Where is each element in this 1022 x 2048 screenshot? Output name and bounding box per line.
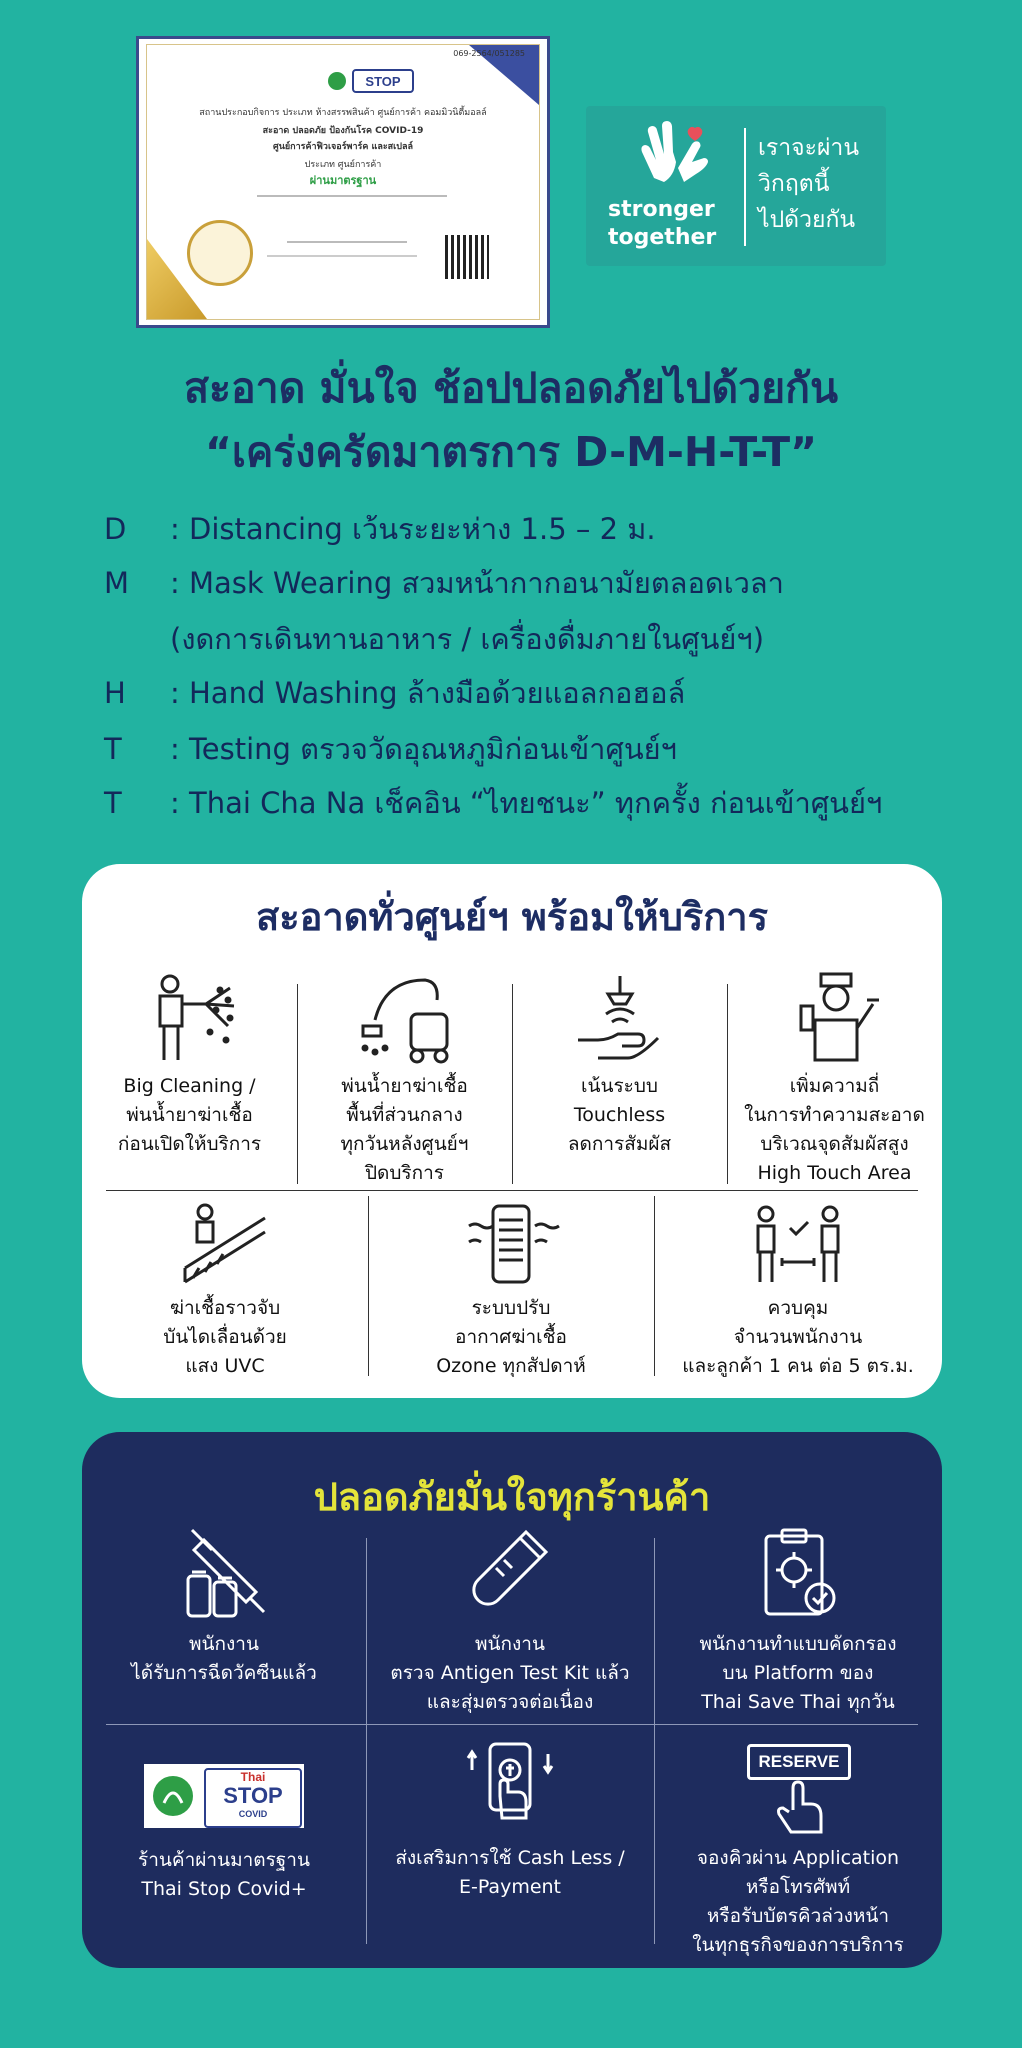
reserve-icon: [743, 1740, 853, 1836]
vaccine-icon: [174, 1526, 274, 1622]
stronger-thai-slogan: [758, 130, 859, 238]
logo-stop-text: STOP: [223, 1783, 283, 1808]
rule-mask-note: [104, 612, 964, 666]
rule-key: T: [104, 786, 122, 820]
clean-services-card: [82, 864, 942, 1398]
test-tube-icon: [460, 1526, 560, 1622]
air-purifier-icon: [461, 1202, 561, 1288]
certificate-paper: [146, 44, 540, 320]
item-line: ก่อนเปิดให้บริการ: [117, 1133, 262, 1155]
cashless-phone-icon: [460, 1740, 560, 1836]
certificate-code: 069-2564/051285: [453, 49, 525, 58]
safe-item-cashless: [366, 1740, 654, 1902]
together-word: together: [608, 225, 717, 250]
slogan-line: ไปด้วยกัน: [758, 207, 856, 233]
certificate-signature-line: [287, 241, 407, 243]
rule-hand-washing: [104, 666, 964, 720]
item-line: E-Payment: [458, 1876, 562, 1898]
rule-text: : Mask Wearing สวมหน้ากากอนามัยตลอดเวลา: [170, 566, 784, 600]
headline-line-1: สะอาด มั่นใจ ช้อปปลอดภัยไปด้วยกัน: [183, 364, 839, 412]
item-line: ได้รับการฉีดวัคซีนแล้ว: [131, 1662, 317, 1684]
clean-item-ozone: [368, 1202, 654, 1381]
certificate-text-placeholder: [267, 255, 417, 257]
safe-card-title: ปลอดภัยมั่นใจทุกร้านค้า: [313, 1475, 711, 1519]
certificate-text-placeholder: [257, 195, 447, 197]
stronger-word: stronger: [608, 197, 715, 222]
stronger-together-banner: [586, 106, 886, 266]
clean-item-capacity: [654, 1202, 942, 1381]
slogan-line: วิกฤตนี้: [758, 171, 830, 197]
item-line: ตรวจ Antigen Test Kit แล้ว: [390, 1662, 630, 1684]
touchless-hand-icon: [570, 970, 670, 1066]
item-line: หรือโทรศัพท์: [745, 1876, 851, 1898]
stop-covid-badge: [204, 1768, 302, 1828]
item-line: จองคิวผ่าน Application: [696, 1847, 900, 1869]
distance-people-icon: [748, 1202, 848, 1288]
item-line: บน Platform ของ: [722, 1662, 874, 1684]
safe-item-screening: [654, 1526, 942, 1717]
spray-worker-icon: [140, 970, 240, 1066]
safe-item-thai-stop-covid: [82, 1752, 366, 1904]
qr-code-icon: [445, 235, 489, 279]
safe-item-reserve: [654, 1740, 942, 1960]
item-line: พื้นที่ส่วนกลาง: [346, 1104, 463, 1126]
safe-stores-card: [82, 1432, 942, 1968]
clipboard-check-icon: [748, 1526, 848, 1622]
rule-distancing: [104, 502, 964, 556]
certificate-line: ประเภท ศูนย์การค้า: [304, 160, 382, 170]
certificate-line: สถานประกอบกิจการ ประเภท ห้างสรรพสินค้า ศูนย์การค้า คอมมิวนิตี้มอลล์: [199, 108, 487, 118]
rule-key: D: [104, 512, 127, 546]
rule-key: H: [104, 676, 126, 710]
clean-item-big-cleaning: [82, 970, 297, 1159]
item-line: ลดการสัมผัส: [567, 1133, 672, 1155]
stronger-together-wordmark: [608, 196, 716, 252]
rule-text: (งดการเดินทานอาหาร / เครื่องดื่มภายในศูนย์ฯ): [170, 622, 765, 656]
certificate-image: [136, 36, 550, 328]
rule-text: : Thai Cha Na เช็คอิน “ไทยชนะ” ทุกครั้ง ก่อนเข้าศูนย์ฯ: [170, 786, 883, 820]
item-line: Big Cleaning /: [123, 1075, 256, 1097]
certificate-line: สะอาด ปลอดภัย ป้องกันโรค COVID-19: [262, 126, 424, 136]
safe-item-antigen: [366, 1526, 654, 1717]
grid-divider: [106, 1190, 918, 1191]
item-line: ทุกวันหลังศูนย์ฯ: [340, 1133, 469, 1155]
item-line: พนักงาน: [189, 1633, 259, 1655]
item-line: ส่งเสริมการใช้ Cash Less /: [395, 1847, 625, 1869]
item-line: พ่นน้ำยาฆ่าเชื้อ: [126, 1104, 253, 1126]
certificate-seal: [187, 220, 253, 286]
item-line: Touchless: [573, 1104, 666, 1126]
rule-mask: [104, 556, 964, 610]
item-line: บันไดเลื่อนด้วย: [163, 1326, 287, 1348]
rule-text: : Testing ตรวจวัดอุณหภูมิก่อนเข้าศูนย์ฯ: [170, 732, 677, 766]
banner-divider: [744, 128, 746, 246]
item-line: Thai Stop Covid+: [141, 1878, 307, 1900]
reserve-button-label: RESERVE: [747, 1744, 851, 1780]
hands-heart-icon: [634, 118, 710, 190]
item-line: ในทุกธุรกิจของการบริการ: [692, 1934, 904, 1956]
item-line: ระบบปรับ: [471, 1297, 551, 1319]
item-line: High Touch Area: [757, 1162, 912, 1184]
item-line: Thai Save Thai ทุกวัน: [701, 1691, 895, 1713]
rule-key: M: [104, 566, 130, 600]
thai-stop-covid-logo: [144, 1764, 304, 1828]
item-line: เพิ่มความถี่: [789, 1075, 880, 1097]
item-line: แสง UVC: [185, 1355, 265, 1377]
item-line: ร้านค้าผ่านมาตรฐาน: [138, 1849, 310, 1871]
item-line: ควบคุม: [767, 1297, 829, 1319]
slogan-line: เราจะผ่าน: [758, 135, 860, 161]
rule-thai-chana: [104, 776, 964, 830]
clean-item-touchless: [512, 970, 727, 1159]
safe-item-vaccinated: [82, 1526, 366, 1688]
item-line: เน้นระบบ: [580, 1075, 658, 1097]
clean-item-high-touch: [727, 970, 942, 1188]
item-line: จำนวนพนักงาน: [733, 1326, 863, 1348]
vacuum-icon: [355, 970, 455, 1066]
item-line: พ่นน้ำยาฆ่าเชื้อ: [341, 1075, 468, 1097]
item-line: Ozone ทุกสัปดาห์: [436, 1355, 586, 1377]
rule-text: : Distancing เว้นระยะห่าง 1.5 – 2 ม.: [170, 512, 656, 546]
item-line: หรือรับบัตรคิวล่วงหน้า: [706, 1905, 890, 1927]
item-line: และสุ่มตรวจต่อเนื่อง: [426, 1691, 594, 1713]
item-line: อากาศฆ่าเชื้อ: [455, 1326, 567, 1348]
item-line: ในการทำความสะอาด: [744, 1104, 925, 1126]
thai-stop-covid-small-logo: [327, 67, 417, 95]
logo-covid-text: COVID: [238, 1809, 268, 1819]
item-line: และลูกค้า 1 คน ต่อ 5 ตร.ม.: [682, 1355, 914, 1377]
rule-key: T: [104, 732, 122, 766]
certificate-line: ศูนย์การค้าฟิวเจอร์พาร์ค และสเปลล์: [272, 142, 413, 152]
headline-line-2: “เคร่งครัดมาตรการ D-M-H-T-T”: [204, 428, 818, 476]
logo-thai-text: Thai: [240, 1770, 266, 1784]
item-line: ฆ่าเชื้อราวจับ: [169, 1297, 281, 1319]
cleaner-icon: [785, 970, 885, 1066]
clean-item-floor-spray: [297, 970, 512, 1188]
svg-text:STOP: STOP: [365, 74, 401, 89]
escalator-icon: [175, 1202, 275, 1288]
rule-text: : Hand Washing ล้างมือด้วยแอลกอฮอล์: [170, 676, 686, 710]
clean-item-escalator: [82, 1202, 368, 1381]
certificate-line: ผ่านมาตรฐาน: [309, 174, 377, 187]
item-line: พนักงานทำแบบคัดกรอง: [699, 1633, 897, 1655]
item-line: พนักงาน: [475, 1633, 545, 1655]
item-line: ปิดบริการ: [364, 1162, 445, 1184]
item-line: บริเวณจุดสัมผัสสูง: [760, 1133, 909, 1155]
grid-divider: [106, 1724, 918, 1725]
clean-card-title: สะอาดทั่วศูนย์ฯ พร้อมให้บริการ: [256, 895, 768, 939]
rule-testing: [104, 722, 964, 776]
